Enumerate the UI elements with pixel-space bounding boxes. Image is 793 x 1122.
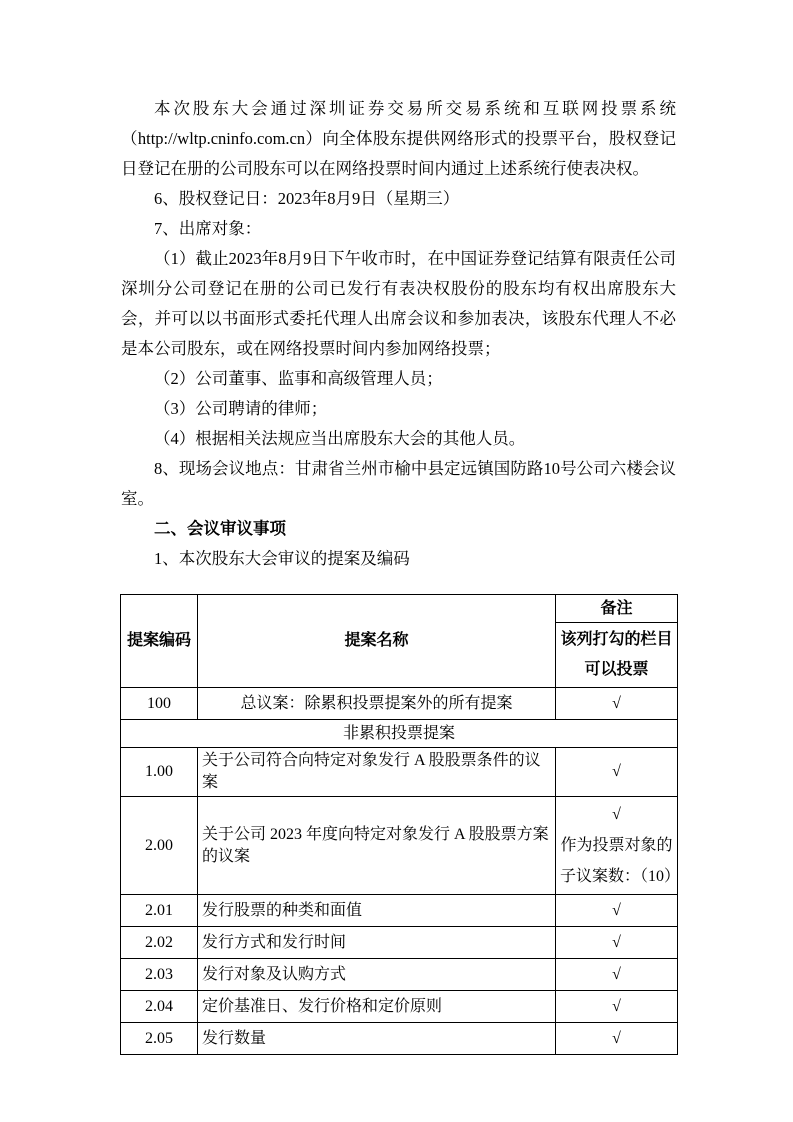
table-row <box>121 688 678 720</box>
proposal-code-cell: 2.01 <box>121 895 198 927</box>
vote-check-cell: √ <box>556 927 678 959</box>
proposal-name-cell: 发行股票的种类和面值 <box>198 895 556 927</box>
para-attendee-shareholders: （1）截止2023年8月9日下午收市时，在中国证券登记结算有限责任公司深圳分公司登记在册的公司已发行有表决权股份的股东均有权出席股东大会，并可以以书面形式委托代理人出席会议和参加表决，该股东代理人不必是本公司股东，或在网络投票时间内参加网络投票； <box>121 249 676 358</box>
proposal-name-cell: 关于公司 2023 年度向特定对象发行 A 股股票方案的议案 <box>198 797 556 895</box>
proposal-code-cell: 2.03 <box>121 959 198 991</box>
para-attendee-others: （4）根据相关法规应当出席股东大会的其他人员。 <box>154 429 526 448</box>
proposal-table <box>120 594 681 1055</box>
table-row <box>121 797 678 895</box>
para-proposal-intro: 1、本次股东大会审议的提案及编码 <box>154 549 410 568</box>
proposal-name-cell: 发行方式和发行时间 <box>198 927 556 959</box>
table-row <box>121 959 678 991</box>
proposal-code-cell: 2.04 <box>121 991 198 1023</box>
vote-check-cell: √ <box>556 748 678 797</box>
proposal-code-cell: 100 <box>121 688 198 720</box>
proposal-code-cell: 1.00 <box>121 748 198 797</box>
vote-check-mark: √ <box>612 806 621 823</box>
para-record-date: 6、股权登记日：2023年8月9日（星期三） <box>154 189 460 208</box>
proposal-name-cell: 发行对象及认购方式 <box>198 959 556 991</box>
vote-remark-line: 作为投票对象的 <box>560 837 673 854</box>
proposal-name-cell: 定价基准日、发行价格和定价原则 <box>198 991 556 1023</box>
vote-check-cell: √ <box>556 959 678 991</box>
table-row <box>121 748 678 797</box>
table-row <box>121 895 678 927</box>
proposal-name-cell: 总议案：除累积投票提案外的所有提案 <box>198 688 556 720</box>
heading-meeting-agenda: 二、会议审议事项 <box>154 519 286 538</box>
remark-note-line-2: 可以投票 <box>584 661 649 678</box>
remark-header: 备注 <box>556 595 678 623</box>
vote-check-cell: √ <box>556 688 678 720</box>
proposal-code-cell: 2.00 <box>121 797 198 895</box>
proposal-name-header: 提案名称 <box>198 595 556 688</box>
para-voting-system: 本次股东大会通过深圳证券交易所交易系统和互联网投票系统（http://wltp.cninfo.com.cn）向全体股东提供网络形式的投票平台，股权登记日登记在册的公司股东可以在网络投票时间内通过上述系统行使表决权。 <box>121 99 676 178</box>
proposal-code-cell: 2.05 <box>121 1023 198 1055</box>
vote-check-cell: √ <box>556 1023 678 1055</box>
table-row <box>121 1023 678 1055</box>
vote-check-cell <box>556 797 681 895</box>
section-row <box>121 720 678 748</box>
table-row <box>121 927 678 959</box>
para-attendee-directors: （2）公司董事、监事和高级管理人员； <box>154 369 443 388</box>
proposal-code-header: 提案编码 <box>121 595 198 688</box>
remark-note-line-1: 该列打勾的栏目 <box>560 631 673 648</box>
para-attendees-heading: 7、出席对象： <box>154 219 262 238</box>
para-meeting-venue: 8、现场会议地点：甘肃省兰州市榆中县定远镇国防路10号公司六楼会议室。 <box>121 459 676 508</box>
proposal-name-cell: 关于公司符合向特定对象发行 A 股股票条件的议案 <box>198 748 556 797</box>
vote-check-cell: √ <box>556 991 678 1023</box>
proposal-code-cell: 2.02 <box>121 927 198 959</box>
proposal-name-cell: 发行数量 <box>198 1023 556 1055</box>
para-attendee-lawyers: （3）公司聘请的律师； <box>154 399 328 418</box>
table-row <box>121 991 678 1023</box>
remark-note <box>556 623 678 688</box>
section-row-label: 非累积投票提案 <box>121 720 678 748</box>
vote-check-cell: √ <box>556 895 678 927</box>
vote-subproposal-count: 子议案数：（10） <box>560 868 681 885</box>
